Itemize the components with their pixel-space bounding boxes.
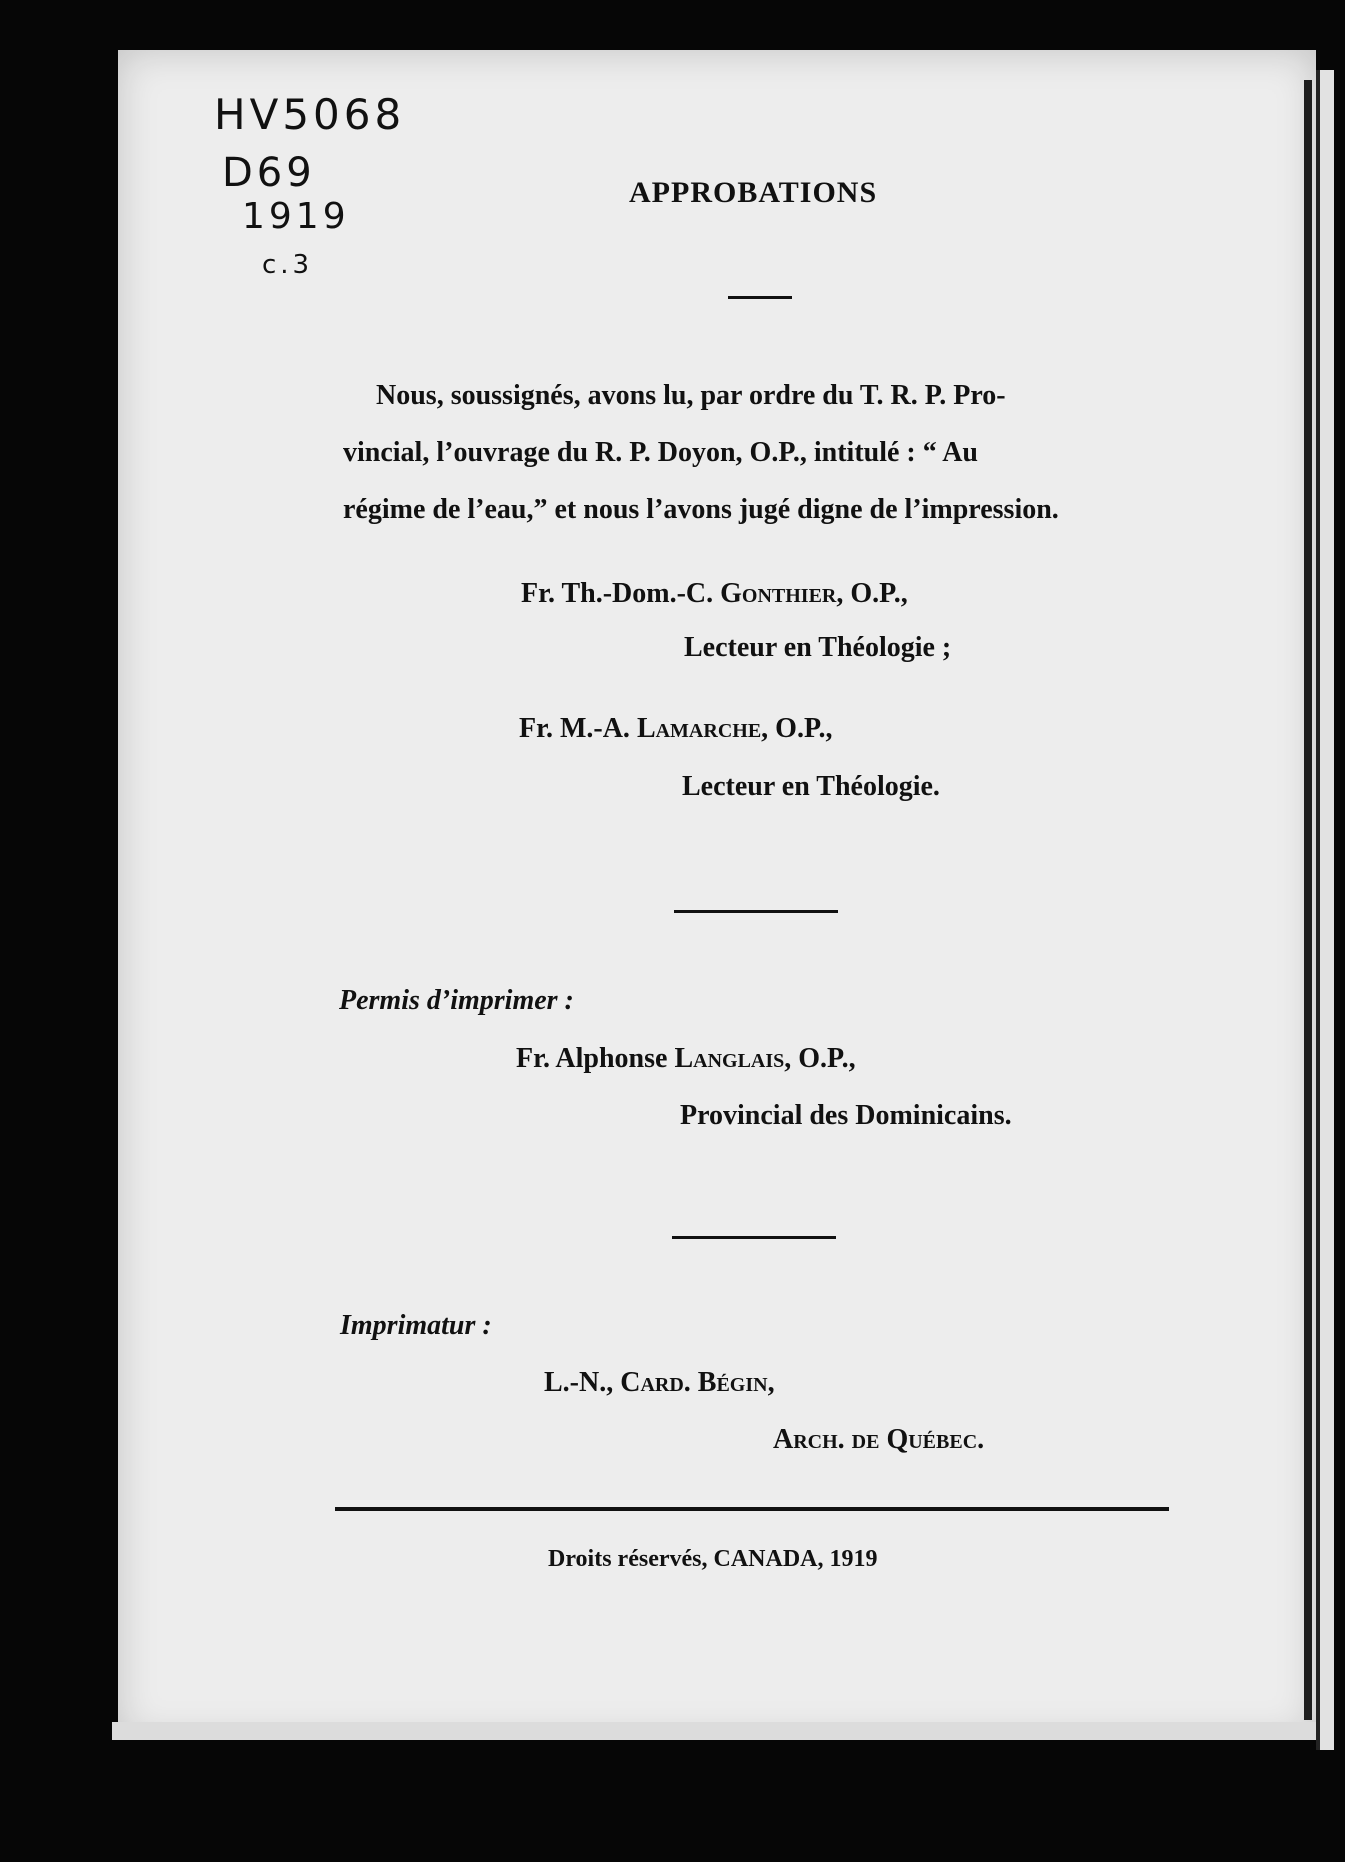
- section-rule-1: [674, 910, 838, 913]
- binding-shadow: [1304, 80, 1312, 1720]
- call-number-line-2: D69: [222, 150, 316, 196]
- signatory-2-role: Lecteur en Théologie.: [682, 771, 940, 802]
- signatory-2-suffix: , O.P.,: [761, 713, 833, 744]
- page-title: APPROBATIONS: [629, 176, 878, 209]
- approval-line-3: régime de l’eau,” et nous l’avons jugé digne de l’impression.: [343, 494, 1059, 525]
- signatory-1-name: [521, 578, 908, 610]
- call-number-line-3: 1919: [242, 196, 350, 237]
- paper-sheet: [118, 50, 1316, 1740]
- page-edge: [112, 1722, 1328, 1740]
- signatory-1-prefix: Fr. Th.-Dom.-C.: [521, 578, 721, 609]
- signatory-2-name: [519, 713, 832, 745]
- signatory-1-suffix: , O.P.,: [836, 578, 908, 609]
- approval-line-2: vincial, l’ouvrage du R. P. Doyon, O.P., intitulé : “ Au: [343, 437, 979, 468]
- imprimatur-label: Imprimatur :: [340, 1310, 492, 1341]
- approval-line-1: Nous, soussignés, avons lu, par ordre du T. R. P. Pro-: [376, 380, 1006, 411]
- next-page-edge: [1316, 70, 1334, 1750]
- signatory-2-prefix: Fr. M.-A.: [519, 713, 637, 744]
- copyright-notice: Droits réservés, CANADA, 1919: [548, 1546, 878, 1572]
- permis-role: Provincial des Dominicains.: [680, 1100, 1012, 1131]
- footer-rule: [335, 1507, 1169, 1511]
- signatory-2-surname: Lamarche: [636, 713, 762, 744]
- permis-surname: Langlais: [674, 1043, 785, 1074]
- permis-prefix: Fr. Alphonse: [516, 1043, 675, 1074]
- signatory-1-surname: Gonthier: [720, 578, 837, 609]
- imprimatur-role: Arch. de Québec.: [773, 1424, 985, 1455]
- section-rule-2: [672, 1236, 836, 1239]
- permis-suffix: , O.P.,: [784, 1043, 856, 1074]
- imprimatur-name: L.-N., Card. Bégin,: [544, 1367, 775, 1398]
- permis-label: Permis d’imprimer :: [339, 985, 574, 1016]
- call-number-line-4: c.3: [262, 250, 314, 280]
- signatory-1-role: Lecteur en Théologie ;: [684, 632, 952, 663]
- call-number-line-1: HV5068: [214, 90, 406, 139]
- title-rule: [728, 296, 792, 299]
- permis-name: [516, 1043, 856, 1075]
